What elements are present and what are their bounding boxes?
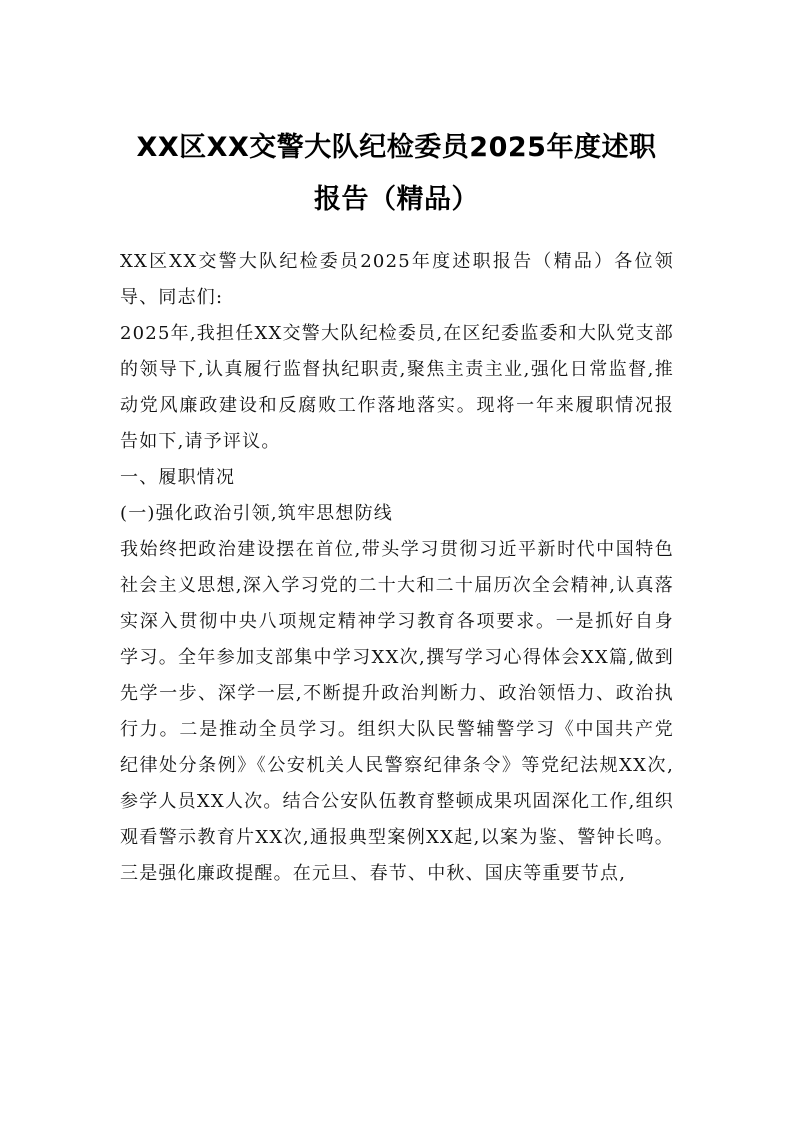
- section-heading: 一、履职情况: [120, 467, 236, 488]
- paragraph-intro: XX区XX交警大队纪检委员2025年度述职报告（精品）各位领导、同志们:: [120, 251, 674, 308]
- paragraph-body: 我始终把政治建设摆在首位,带头学习贯彻习近平新时代中国特色社会主义思想,深入学习党的二十大和二十届历次全会精神,认真落实深入贯彻中央八项规定精神学习教育各项要求。一是抓好自身学习。全年参加支部集中学习XX次,撰写学习心得体会XX篇,做到先学一步、深学一层,不断提升政治判断力、政治领悟力、政治执行力。二是推动全员学习。组织大队民警辅警学习《中国共产党纪律处分条例》《公安机关人民警察纪律条令》等党纪法规XX次,参学人员XX人次。结合公安队伍教育整顿成果巩固深化工作,组织观看警示教育片XX次,通报典型案例XX起,以案为鉴、警钟长鸣。三是强化廉政提醒。在元旦、春节、中秋、国庆等重要节点,: [120, 539, 674, 884]
- document-body: [120, 244, 674, 892]
- title-line-2: 报告（精品）: [314, 184, 479, 215]
- title-line-1: XX区XX交警大队纪检委员2025年度述职: [136, 132, 657, 163]
- subsection-heading: (一)强化政治引领,筑牢思想防线: [120, 503, 393, 524]
- paragraph-summary: 2025年,我担任XX交警大队纪检委员,在区纪委监委和大队党支部的领导下,认真履行监督执纪职责,聚焦主责主业,强化日常监督,推动党风廉政建设和反腐败工作落地落实。现将一年来履职情况报告如下,请予评议。: [120, 323, 674, 452]
- document-title: [100, 122, 693, 226]
